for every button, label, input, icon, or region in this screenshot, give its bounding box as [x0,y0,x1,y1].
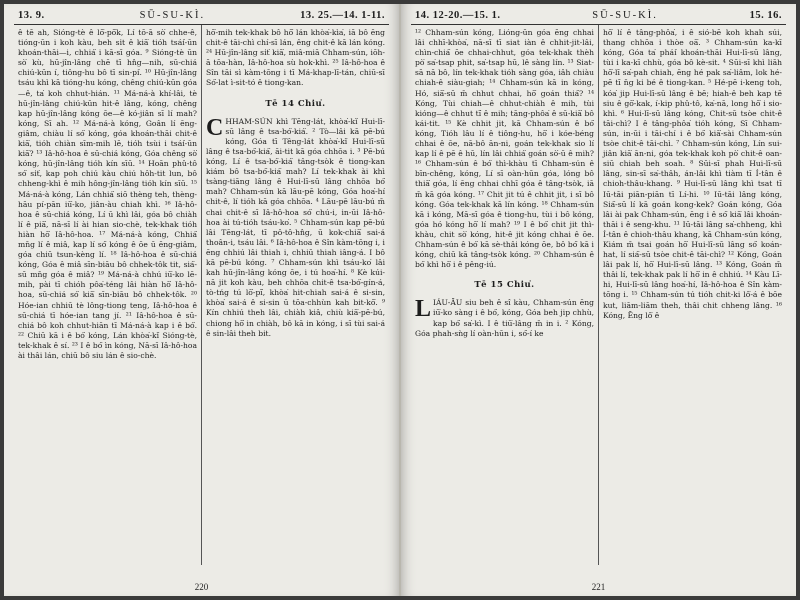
left-header-book-title: SŪ-SU-KÌ. [139,10,206,21]
drop-cap-l: L [415,296,432,323]
book-spread [4,4,796,596]
left-column-2-text: hō͘-mih tek-khak bô hō͘ lán khòa͘-kìa͘, iā bô ēng chit-ê tāi-chì chí-sī lán, êng chit-ê kā lán kóng. ²⁴ Hū-jîn-lâng si̍t͘ kiā͘, miâ-miā Chham-sún, iōh-ā tōa-hàn, Iâ-hô-hoa sù hok-khì. ²⁵ Iâ-hô-hoa ê Sîn tāi sì kàm-tōng i tī Má-khap-lī-tán, chiū-sī Só͘-lat ì-sit-tó ê tiong-kan. [206,28,385,88]
right-header-book-title: SŪ-SU-KÌ. [592,10,658,21]
right-column-1 [411,25,598,565]
chapter-heading-14: Tē 14 Chiu͘. [265,98,326,109]
drop-cap-c: C [206,114,224,141]
left-page-number: 220 [194,582,209,592]
left-header-verse-ref: 13. 9. [18,10,45,21]
left-page [4,4,401,596]
right-column-2 [598,25,786,565]
left-column-2 [201,25,389,565]
chapter-heading-15: Tē 15 Chiu͘. [474,280,535,291]
right-header-verse-ref: 15. 16. [749,10,782,21]
left-column-1-text: ê tē ah, Sióng-tè ê lō͘-pō͘k, Lí tō-ā sò͘ chhe-ê, tióng-ūn i koh kàu, beh si̍t ê kiā͘ tióh tsái͘-ūn khoán-thāi—i, chhiá͘ i kā-sī góa. ⁹ Sióng-tè ūn sò͘ kù, hū-jîn-lâng chē tī hn̂g—nih, sū-chiá chiú-kūn í, tiông-hu bô tī sin-pi͘. ¹⁰ Hū-jîn-lâng tsáu khì kā tióng-hu kóng, chêng chiú-kūn góa—ê, ta͘ koh chhut-hián. ¹¹ Má-ná-à khí-lâi, tè hū-jîn-lâng chiú-kūn hit-ê lâng, kóng, chêng kap hū-jîn-lâng kóng ōe—ê kó-jiân sī lí mah? kóng, Sī ah. ¹² Má-ná-à kóng, Goân lí ēng-giâm, chiàu lí só͘ kóng, góa khoán-thāi chit-ê kiā͘, tióh chiàn sīm-mih lē, tióh tsùi i tsái͘-ūn kiā͘? ¹³ Iâ-hô-hoa ê sū-chiá kóng, Góa chêng sò͘ kóng, hū-jîn-lâng tióh kín sīū. ¹⁴ Hoān phû-tô só͘ si̍t͘, kap poh chiú kàu chiú hôh-tit lun, bô chheng-khì ê mih hông-jîn-lâng tióh kín sīū. ¹⁵ Má-ná-à kóng, Lán chhiá͘ siō thèng teh, thèng-hāu pí-pān iū͘-ko, jiân-àu chiah khì. ¹⁶ Iâ-hô-hoa ê sū-chiá kóng, Lí ū khì lâi, góa bô chiàh lí ê piā͘, nā-sī lí ài hian sio-chè, tek-khak tióh hiàn hō͘ Iâ-hô-hoa. ¹⁷ Má-ná-à kóng, Chhiá͘ mn̄g lí ê miâ, kap lí só͘ kóng ê ōe ū ēng-giâm, góa chiū tsun-kèng lí. ¹⁸ Iâ-hô-hoa ê sū-chiá kóng, Góa ê miâ sīn-biāu bô chhek-tôk tit, siá͘-sū mn̄g góa ê miâ? ¹⁹ Má-ná-à chhú iū͘-ko lē-mih, pài tī chióh pôa͘-téng lâi hiàn hō͘ Iâ-hô-hoa, sū-chiá só͘ kiā͘ sīn-biāu bô chhek-tôk. ²⁰ Hóe-ian chhiū tè lông-tiong teng, Iâ-hô-hoa ê sū-chiá tī hóe-ian tang jí. ²¹ Iâ-hô-hoa ê sū-chiá bô koh chhut-hiān tī Má-ná-à kap i ê bó͘. ²² Chiū kā i ê bó͘ kóng, Lán khòa͘-kì͘ Sióng-tè, tek-khak ê sí. ²³ I ê bó͘ ìn kóng, Nā-sī Iâ-hô-hoa ài thâi lán, chiū bô siu lán ê sio-chè. [18,28,197,360]
right-page-number: 221 [591,582,606,592]
chapter-15-body: IÁU-ĀU siu beh ê sî kàu, Chham-sún ēng iū͘-ko sàng i ê bó͘, kóng, Góa beh jip chhù, kap bó͘ sa͘-kì. I ê tiū͘-lâng m̄ in i. ² Kóng, Góa phah-sǹg lí oàn-hūn i, só͘-í ke [415,298,594,338]
left-page-header [14,8,389,25]
left-page-columns [14,25,389,565]
right-column-2-text: hō͘ lí ê tâng-phôa͘, i ê sió-bē koh khah súi, thang chhōa i thòe oā͘. ³ Chham-sún ka-kī kóng, Góa ta͘ phái͘ khoán-thāi Hui-lī-sū lâng, tùi i ka-kī chhù, góa bô kè-sit. ⁴ Sūi-sī khì liāh hō͘-lī sa͘-pah chiah, ēng hé pak sa͘-liâm, lok hé-pē tī n̄g ki bé ê tiong-kan. ⁵ Hé-pē i-keng toh, kóa͘ jip Hui-lī-sū lâng ê bē; hiah-ê beh kap tē siu ê gō͘-kak, í-kip phû-tô, ka͘-nā, long hō͘ i sio-khì. ⁶ Hui-lī-sū lâng kóng, Chit-sū tsòe chit-ê tāi-chì? I ê tâng-phôa͘ tióh kóng, Sī Chham-sún, in-ūi i tāi-chí i ê bó͘ kiā͘-sài Chham-sún tsòe chit-ê tāi-chì. ⁷ Chham-sún kóng, Lín sui-jiân kiā͘ ān-ni, góa tek-khak koh pò͘ chit-ê oan-siū chiah beh soah. ⁸ Sūi-sī phah Hui-lī-sū lâng, sin-sī sa͘-thâh, án-lâi khì tiàm tī Í-tân ê chioh-thâu-khang. ⁹ Hui-lī-sū lâng khì tsat tī Iū-tāi piān-piān tī Lí-hi. ¹⁰ Iū-tāi lâng kóng, Siá͘-sū lí kā goán kong-kek? Goán kóng, Góa lâi ài pak Chham-sún, ēng i ê só͘ kiā͘ lâi khoán-thāi i ê seng-khu. ¹¹ Iū-tāi lâng sa͘-chheng, khì Í-tân ê chioh-thâu khang, kā Chham-sún kóng, Kiám m̄ tsai goán hō͘ Hui-lī-sū lâng só͘ koán-hat, lí siá͘-sū tsòe chit-ê tāi-chì? ¹² Kóng, Goán lâi pak lí, hō͘ Hui-lī-sū lâng. ¹³ Kóng, Goán m̄ thâi lí, tek-khak pak lí hō͘ in ê chhiú. ¹⁴ Kàu Lī-hi, Hui-lī-sū lâng hoa͘-hí, Iâ-hô-hoa ê Sîn kàm-tōng i. ¹⁵ Chham-sún tú tióh chit-ki lô͘-á ê bōe kut, liām-liām theh, thâi chit chheng lâng. ¹⁶ Kóng, Ēng lô͘ ê [603,28,782,320]
left-column-1 [14,25,201,565]
right-page-header [411,8,786,25]
chapter-14-text [206,114,385,339]
right-page-columns [411,25,786,565]
chapter-15-text [415,298,594,338]
right-header-verse-range: 14. 12-20.—15. 1. [415,10,501,21]
left-header-verse-range: 13. 25.—14. 1-11. [300,10,385,21]
right-column-1-text: ¹² Chham-sún kóng, Lióng-ūn góa ēng chhai lâi chhī-khòa͘, nā-sī tī siat iàn ê chhit-jit-lâi, chìn-chiá͘ ōe chhai-chhut, góa tek-khak thèh pò͘ sa͘-tsap phit, sa͘-tsap hū, lê sàng lín. ¹³ Siat-sā nā bô, lín tek-khak tióh sàng góa, iâh chiàu chiah-ê siàu-giah; ¹⁴ Chham-sún kā in kóng, Hó, siā͘-sū m̄ chhut chhai, hō͘ goán thiá͘? ¹⁴ Kóng, Tùi chiah—ê chhut-chiàh ê mih, tùi kióng—ê chhut tī͘ ê mih; tāng-phôa͘ ê sū-kiā͘ bô kái-tit. ¹⁵ Kè chhit jit, kā Chham-sún ê bó͘ kóng, Tióh lâu lí ê tiông-hu, hō͘ i kóe-béng chhai ê ōe, nā-bô ān-ni, goán tek-khak sio lí kap lí ê pē ê hū, lín lâi chhiá͘ goán sò͘-ū ê mih? ¹⁶ Chham-sún ê bó͘ thì-khàu tī Chham-sún ê bīn-chêng, kóng, Lí sī oàn-hūn góa, lóng bô thiā͘ góa, lí ēng chhai chhī góa ê tâng-tsòk, iā m̄ kā góa kóng. ¹⁷ Chit jit tú ê chhit jit, i sī bô kóng. Góa tek-khak kā lín kóng. ¹⁸ Chham-sún kā i kóng, Mā-sī góa ê tiong-hu, tùi i bô kóng, góa hó kóng hō͘ lí mah? ¹⁹ I ê bó͘ chit jit thì-khàu, chit sò͘ kóng, hit-ê jit kóng chhai ê ōe. Chham-sún ê bó͘ kā sè-thâi kóng ōe, bô bó͘ kā i kóng, chiū kā tâng-tsòk kóng. ²⁰ Chham-sún ê bó͘ khì hō͘ i ê pêng-iú. [415,28,594,270]
right-page [401,4,796,596]
chapter-14-body: HHAM-SÚN khì Tēng-lát, khòa͘-kì͘ Hui-lī-sū lâng ê tsa-bó͘-kiá͘. ² Tò—lâi kā pē-bú kóng, Góa tī Têng-lát khòa͘-kì͘ Hui-lī-sū lâng ê tsa-bó͘-kiá͘, āi-tit kā góa chhōa i. ³ Pē-bú kóng, Lí ê tsa-bó͘-kiá͘ tâng-tsòk ê tiong-kan kiám bô tsa-bó͘-kiá͘ mah? Lí tek-khak ài khì tsàng-tiāng lâng ê Hui-lī-sū lâng chhōa bó͘ mah? Chham-sún kā lāu-pē kóng, Góa hoa͘-hí chit-ê, lí tióh kā góa chhōa. ⁴ Lāu-pē lāu-bú m̄ chai chit-ê sī Iâ-hô-hoa só͘ chú-i, in-ūi Iâ-hô-hoa ài tú-tióh tsáu-ko͘. ⁵ Chham-sún kap pē-bú lâi Tēng-lát, tī pô-tô-hn̂g, ū kok-chiā͘ sai-á thoân-i, tsáu lâi. ⁶ Iâ-hô-hoa ê Sîn kàm-tōng i, i ēng chhiú lâi thiah i, chhiū thiah iâng-á. I bô kā pē-bú kóng. ⁷ Chham-sún khì tsáu-ko͘ lâi kah hū-jîn-lâng kóng ōe, i tú hoa͘-hí. ⁸ Kè kúi-nā jit koh kàu, beh chhōa chit-ê tsa-bó͘-gín-á, tò-tńg tú lō͘-pī͘, khòa͘ hit-chiah sai-á ê si-sin, khòa͘ sai-á ê si-sin ū tōa-chhùn kah bit-kō͘. ⁹ Kín chhiú theh lâi, chiàh kiâ, chiù kiā͘-pē-bú, chiong hō͘ in chiàh, bô kā in kóng, i sī tùi sai-á ê sin-lâi theh bit. [206,116,385,338]
